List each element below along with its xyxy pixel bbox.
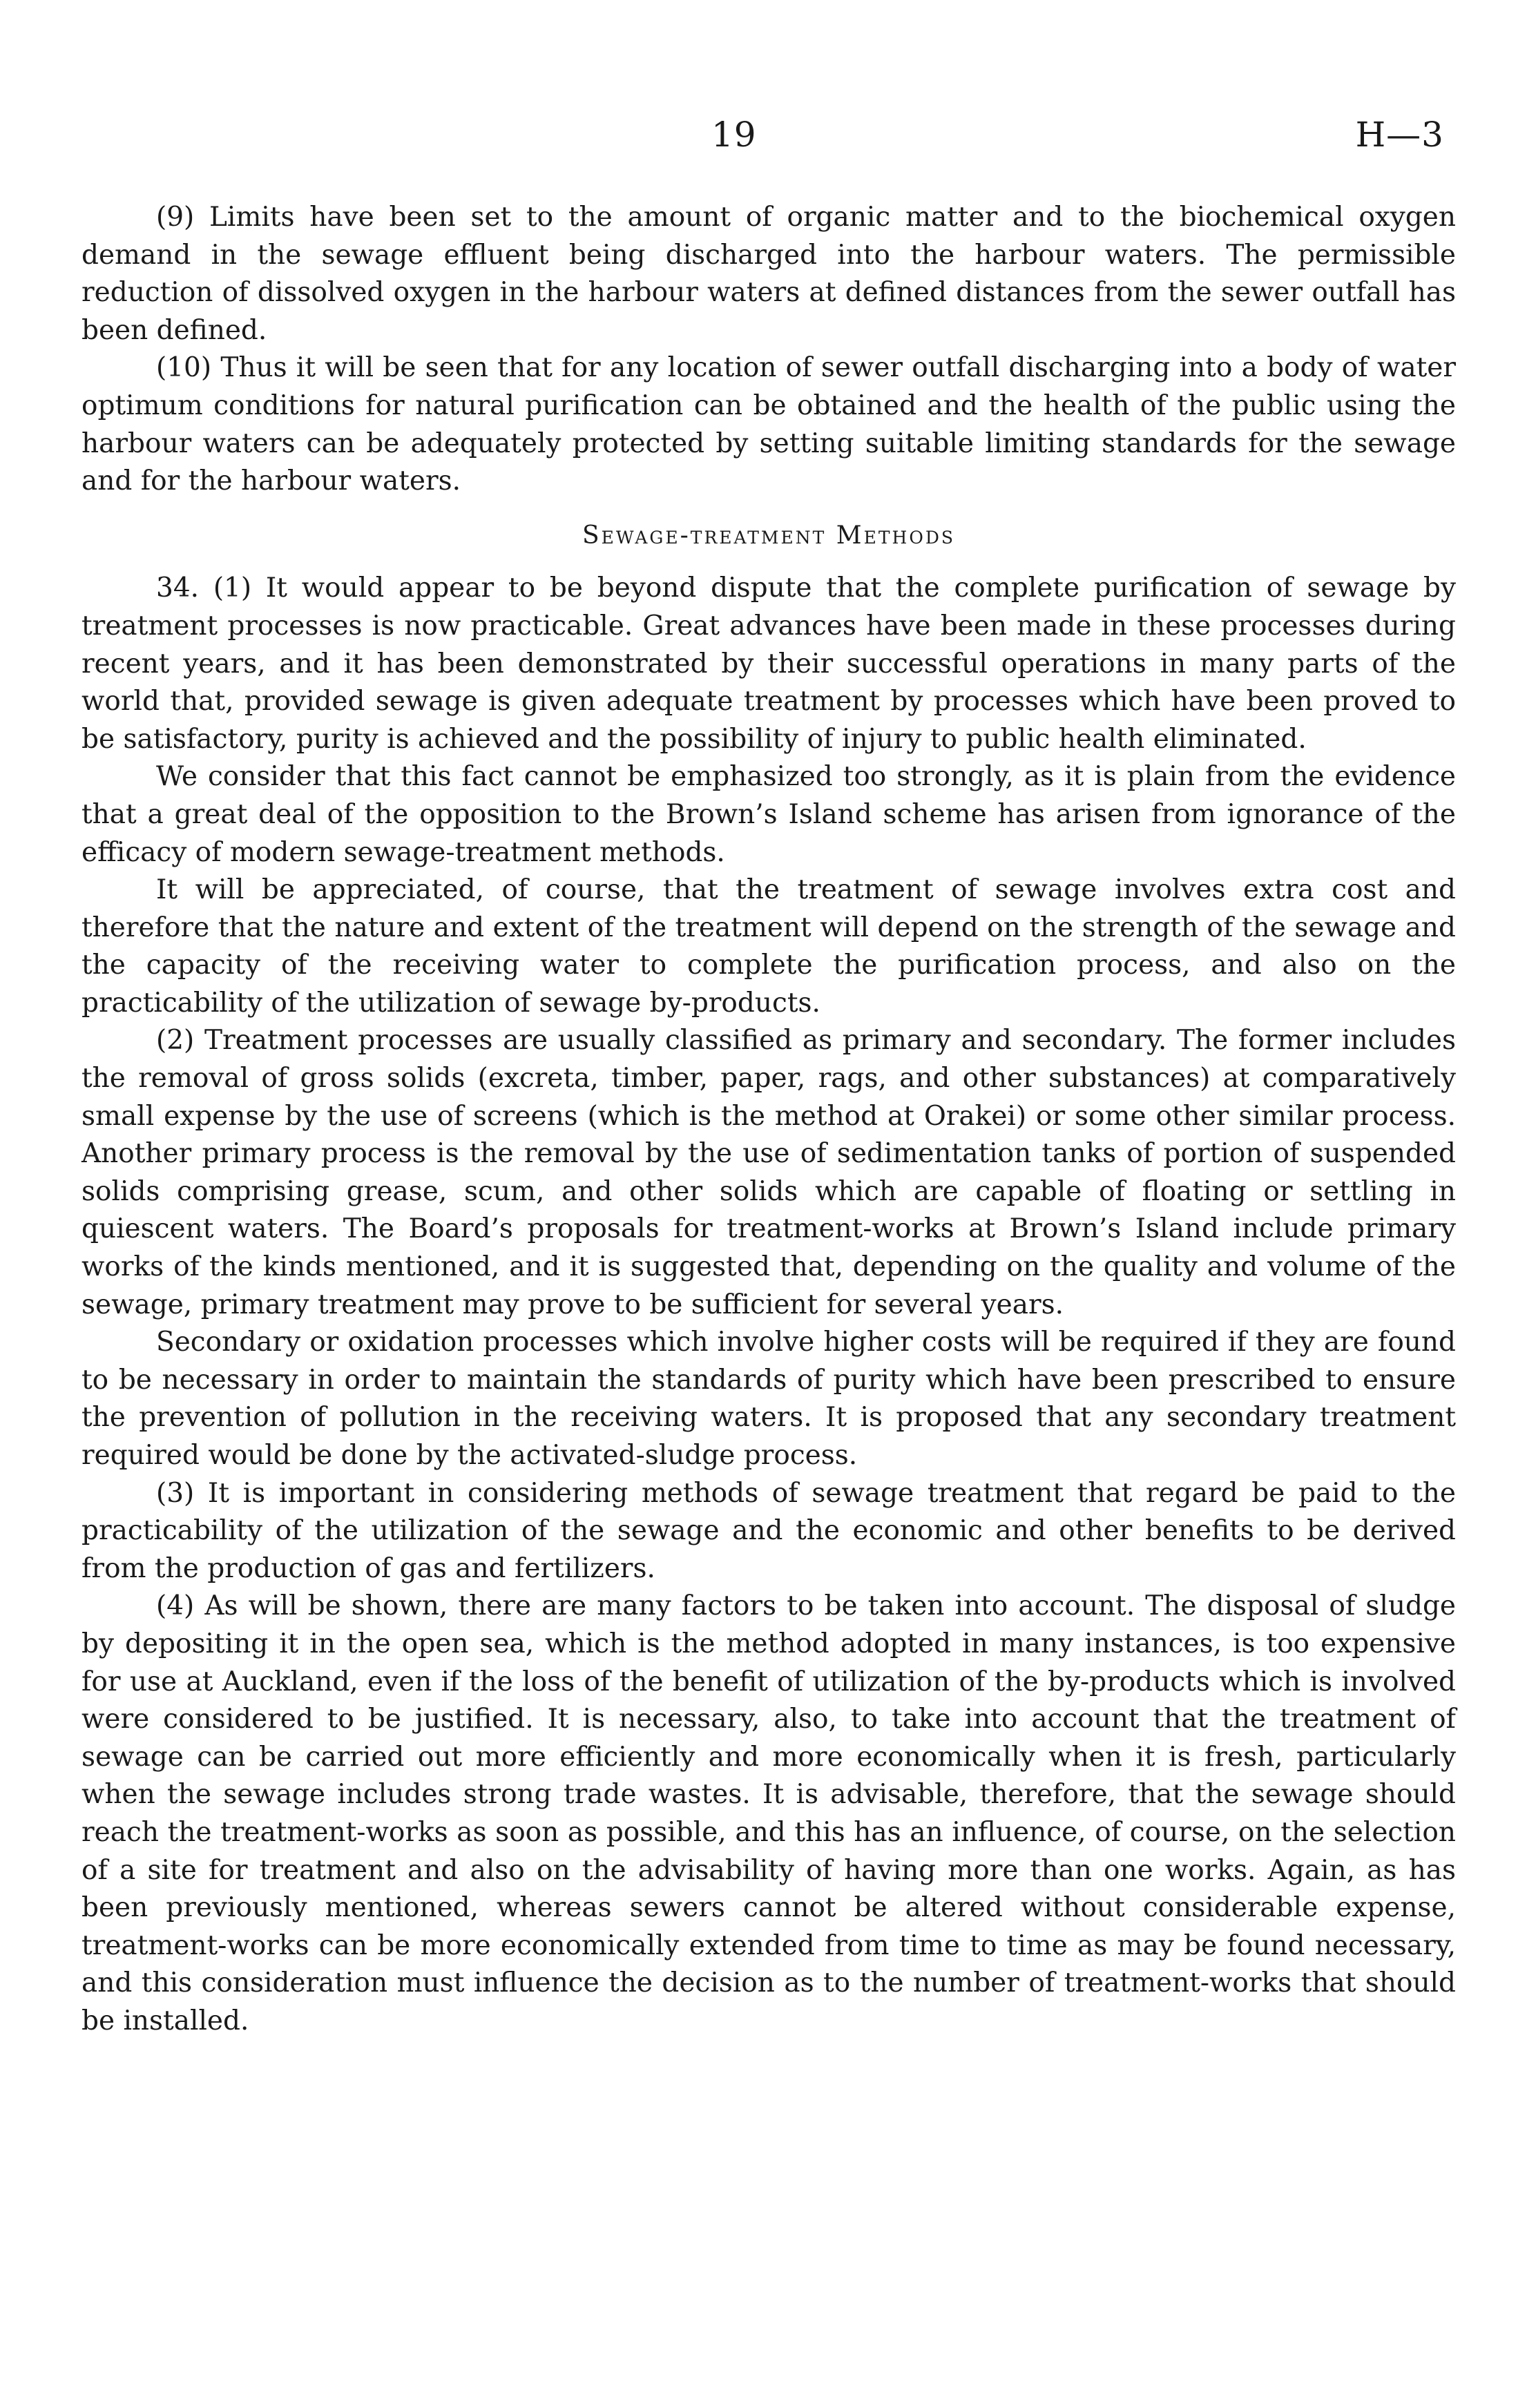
page-header bbox=[0, 110, 1527, 159]
paragraph-34-3: (3) It is important in considering methods of sewage treatment that regard be paid to the practicability of the utilization of the sewage and the economic and other benefits to be derived from the production of gas and fertilizers. bbox=[81, 1477, 1456, 1584]
document-reference: H—3 bbox=[1355, 115, 1444, 155]
paragraph-34-4: (4) As will be shown, there are many factors to be taken into account. The disposal of sludge by depositing it in the open sea, which is the method adopted in many instances, is too expensive for use at Auckland, even if the loss of the benefit of utilization of the by-products which is involved were considered to be justified. It is necessary, also, to take into account that the treatment of sewage can be carried out more efficiently and more economically when it is fresh, particularly when the sewage includes strong trade wastes. It is advisable, therefore, that the sewage should reach the treatment-works as soon as possible, and this has an influence, of course, on the selection of a site for treatment and also on the advisability of having more than one works. Again, as has been previously mentioned, whereas sewers cannot be altered without considerable expense, treatment-works can be more economically extended from time to time as may be found necessary, and this consideration must influence the decision as to the number of treatment-works that should be installed. bbox=[81, 1590, 1456, 2036]
paragraph-extra-cost: It will be appreciated, of course, that the treatment of sewage involves extra cost and therefore that the nature and extent of the treatment will depend on the strength of the sewage and the capacity of the receiving water to complete the purification process, and also on the practicability of the utilization of sewage by-products. bbox=[81, 874, 1456, 1019]
page-number: 19 bbox=[711, 115, 757, 155]
page-body bbox=[81, 199, 1456, 2041]
paragraph-10-thus: (10) Thus it will be seen that for any location of sewer outfall discharging into a body of water optimum conditions for natural purification can be obtained and the health of the public using the harbour waters can be adequately protected by setting suitable limiting standards for the sewage and for the harbour waters. bbox=[81, 352, 1456, 497]
paragraph-emphasis: We consider that this fact cannot be emphasized too strongly, as it is plain from the evidence that a great deal of the opposition to the Brown’s Island scheme has arisen from ignorance of the efficacy of modern sewage-treatment methods. bbox=[81, 761, 1456, 868]
paragraph-34-1: 34. (1) It would appear to be beyond dispute that the complete purification of sewage by treatment processes is now practicable. Great advances have been made in these processes during recent years, and it has been demonstrated by their successful operations in many parts of the world that, provided sewage is given adequate treatment by processes which have been proved to be satisfactory, purity is achieved and the possibility of injury to public health eliminated. bbox=[81, 572, 1456, 755]
paragraph-9-limits: (9) Limits have been set to the amount of organic matter and to the biochemical oxygen demand in the sewage effluent being discharged into the harbour waters. The permissible reduction of dissolved oxygen in the harbour waters at defined distances from the sewer outfall has been defined. bbox=[81, 202, 1456, 346]
section-heading: Sewage-treatment Methods bbox=[582, 521, 955, 550]
paragraph-34-2: (2) Treatment processes are usually classified as primary and secondary. The former includes the removal of gross solids (excreta, timber, paper, rags, and other substances) at comparatively small expense by the use of screens (which is the method at Orakei) or some other similar process. Another primary process is the removal by the use of sedimentation tanks of portion of suspended solids comprising grease, scum, and other solids which are capable of floating or settling in quiescent waters. The Board’s proposals for treatment-works at Brown’s Island include primary works of the kinds mentioned, and it is suggested that, depending on the quality and volume of the sewage, primary treatment may prove to be sufficient for several years. bbox=[81, 1025, 1456, 1320]
paragraph-secondary: Secondary or oxidation processes which involve higher costs will be required if they are found to be necessary in order to maintain the standards of purity which have been prescribed to ensure the prevention of pollution in the receiving waters. It is proposed that any secondary treatment required would be done by the activated-sludge process. bbox=[81, 1327, 1456, 1471]
